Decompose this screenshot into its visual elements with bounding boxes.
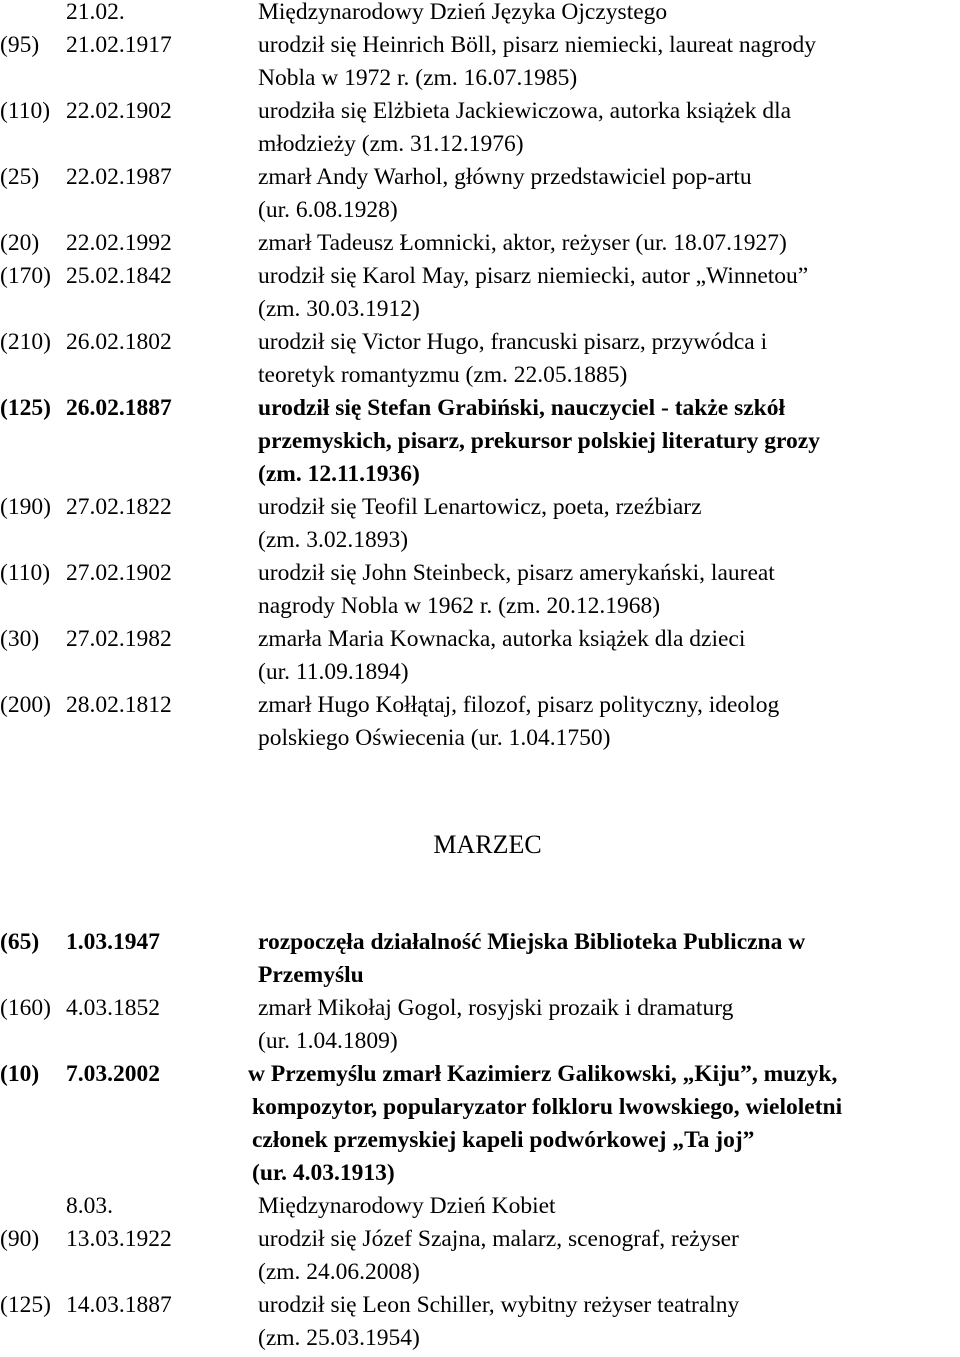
entry-description-line: kompozytor, popularyzator folkloru lwowskiego, wieloletni [252,1094,843,1120]
entry-date: 22.02.1902 [66,98,172,124]
entry-description-line: (ur. 6.08.1928) [258,197,398,223]
entry-description-line: przemyskich, pisarz, prekursor polskiej literatury grozy [258,428,820,454]
entry-anniversary-number: (90) [0,1226,40,1252]
entry-anniversary-number: (170) [0,263,51,289]
entry-anniversary-number: (10) [0,1061,40,1087]
entry-anniversary-number: (95) [0,32,40,58]
entry-date: 22.02.1987 [66,164,172,190]
entry-description-line: urodziła się Elżbieta Jackiewiczowa, autorka książek dla [258,98,792,124]
entry-description-line: urodził się Victor Hugo, francuski pisarz, przywódca i [258,329,768,355]
month-heading-march: MARZEC [433,830,542,859]
entry-date: 27.02.1902 [66,560,172,586]
entry-description-line: zmarł Tadeusz Łomnicki, aktor, reżyser (ur. 18.07.1927) [258,230,787,256]
entry-anniversary-number: (200) [0,692,51,718]
entry-anniversary-number: (160) [0,995,51,1021]
entry-description-line: urodził się Stefan Grabiński, nauczyciel - także szkół [258,395,786,421]
entry-description-line: urodził się Heinrich Böll, pisarz niemiecki, laureat nagrody [258,32,816,58]
entry-description-line: Międzynarodowy Dzień Kobiet [258,1193,556,1219]
entry-description-line: urodził się Józef Szajna, malarz, scenograf, reżyser [258,1226,739,1252]
entry-anniversary-number: (30) [0,626,40,652]
entry-date: 25.02.1842 [66,263,172,289]
entry-description-line: zmarł Andy Warhol, główny przedstawiciel pop-artu [258,164,752,190]
entry-date: 1.03.1947 [66,929,160,955]
entry-anniversary-number: (210) [0,329,51,355]
entry-description-line: (zm. 3.02.1893) [258,527,409,553]
entry-anniversary-number: (110) [0,560,51,586]
entry-date: 21.02. [66,0,125,25]
entry-date: 27.02.1982 [66,626,172,652]
entry-anniversary-number: (20) [0,230,40,256]
entry-description-line: członek przemyskiej kapeli podwórkowej „Ta joj” [252,1127,755,1153]
entry-date: 21.02.1917 [66,32,172,58]
entry-anniversary-number: (190) [0,494,51,520]
entry-description-line: nagrody Nobla w 1962 r. (zm. 20.12.1968) [258,593,661,619]
entry-anniversary-number: (25) [0,164,40,190]
entry-description-line: (zm. 12.11.1936) [258,461,420,487]
entry-description-line: (zm. 25.03.1954) [258,1325,420,1351]
entry-description-line: Nobla w 1972 r. (zm. 16.07.1985) [258,65,578,91]
entry-description-line: Przemyślu [258,962,364,988]
entry-date: 4.03.1852 [66,995,160,1021]
entry-date: 28.02.1812 [66,692,172,718]
entry-description-line: zmarł Hugo Kołłątaj, filozof, pisarz polityczny, ideolog [258,692,780,718]
entry-description-line: urodził się Teofil Lenartowicz, poeta, rzeźbiarz [258,494,702,520]
entry-date: 7.03.2002 [66,1061,160,1087]
entry-description-line: zmarł Mikołaj Gogol, rosyjski prozaik i dramaturg [258,995,734,1021]
entry-description-line: młodzieży (zm. 31.12.1976) [258,131,524,157]
entry-date: 26.02.1887 [66,395,172,421]
entry-description-line: rozpoczęła działalność Miejska Biblioteka Publiczna w [258,929,806,955]
entry-description-line: (ur. 11.09.1894) [258,659,409,685]
entry-description-line: (ur. 1.04.1809) [258,1028,398,1054]
entry-description-line: teoretyk romantyzmu (zm. 22.05.1885) [258,362,628,388]
entry-description-line: polskiego Oświecenia (ur. 1.04.1750) [258,725,611,751]
entry-description-line: (ur. 4.03.1913) [252,1160,395,1186]
entry-anniversary-number: (125) [0,1292,51,1318]
entry-date: 13.03.1922 [66,1226,172,1252]
entry-date: 8.03. [66,1193,113,1219]
entry-anniversary-number: (125) [0,395,51,421]
entry-date: 22.02.1992 [66,230,172,256]
entry-description-line: urodził się John Steinbeck, pisarz amerykański, laureat [258,560,775,586]
entry-description-line: (zm. 30.03.1912) [258,296,420,322]
entry-description-line: w Przemyślu zmarł Kazimierz Galikowski, „Kiju”, muzyk, [248,1061,838,1087]
entry-description-line: urodził się Leon Schiller, wybitny reżyser teatralny [258,1292,740,1318]
entry-description-line: zmarła Maria Kownacka, autorka książek dla dzieci [258,626,746,652]
entry-anniversary-number: (110) [0,98,51,124]
entry-date: 26.02.1802 [66,329,172,355]
entry-anniversary-number: (65) [0,929,40,955]
entry-date: 14.03.1887 [66,1292,172,1318]
entry-description-line: urodził się Karol May, pisarz niemiecki, autor „Winnetou” [258,263,809,289]
entry-date: 27.02.1822 [66,494,172,520]
entry-description-line: Międzynarodowy Dzień Języka Ojczystego [258,0,668,25]
entry-description-line: (zm. 24.06.2008) [258,1259,420,1285]
